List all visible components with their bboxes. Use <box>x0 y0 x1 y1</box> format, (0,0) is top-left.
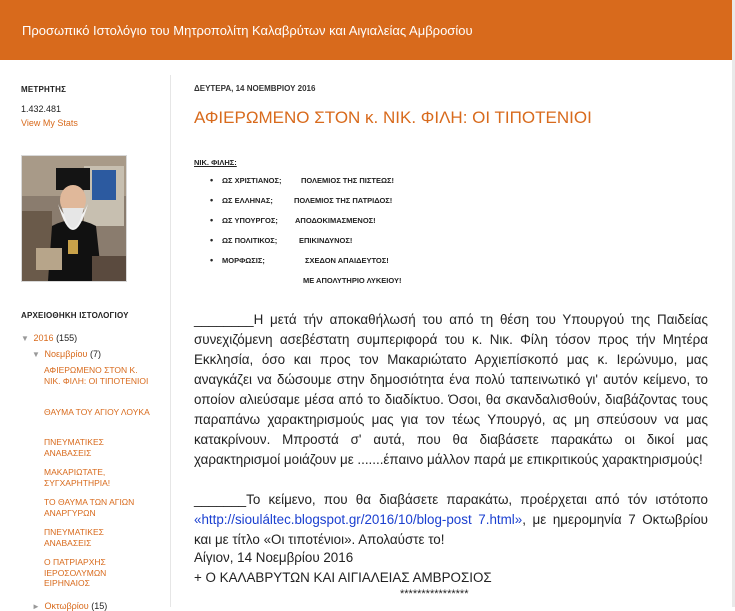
archive-post-link[interactable]: ΠΝΕΥΜΑΤΙΚΕΣ ΑΝΑΒΑΣΕΙΣ <box>44 527 104 548</box>
archive-post-link[interactable]: ΘΑΥΜΑ ΤΟΥ ΑΓΙΟΥ ΛΟΥΚΑ <box>44 407 150 417</box>
post-title[interactable]: ΑΦΙΕΡΩΜΕΝΟ ΣΤΟΝ κ. ΝΙΚ. ΦΙΛΗ: ΟΙ ΤΙΠΟΤΕΝΙΟΙ <box>194 108 592 127</box>
stats-widget-title: ΜΕΤΡΗΤΗΣ <box>21 85 67 94</box>
separator-stars: **************** <box>400 588 469 600</box>
archive-year[interactable] <box>21 333 77 343</box>
post-subheading: ΝΙΚ. ΦΙΛΗΣ: <box>194 158 237 167</box>
archive-post-link[interactable]: ΠΝΕΥΜΑΤΙΚΕΣ ΑΝΑΒΑΣΕΙΣ <box>44 437 104 458</box>
place-date: Αίγιον, 14 Νοεμβρίου 2016 <box>194 550 354 565</box>
archive-widget-title: ΑΡΧΕΙΟΘΗΚΗ ΙΣΤΟΛΟΓΙΟΥ <box>21 311 129 320</box>
archive-year-count: (155) <box>56 333 78 343</box>
post-paragraph: ________Η μετά τήν αποκαθήλωσή του από τη θέση του Υπουργού της Παιδείας συνεχιζόμενη ασεβέστατη συμπεριφορά του κ. Νικ. Φίλη τόσον προς τήν Μητέρα Εκκλησία, όσο και προς τον Μακαριώτατο Αρχιεπίσκοπό μας κ. Ιερώνυμο, μας αναγκάζει να δώσουμε στην δημοσιότητα ένα πολύ ταπεινωτικό γι' αυτόν κείμενο, το οποίον αλιεύσαμε μέσα από το διαδίκτυο. Όσοι, θα σκανδαλισθούν, διαβάζοντας τους παραπάνω χαρακτηρισμούς μας για τον τέως Υπουργό, ας μη σπεύσουν να μας κατακρίνουν. Μπροστά σ' αυτά, που θα διαβάσετε παρακάτω οι δικοί μας χαρακτηρισμοί μοιάζουν με .......έπαινο μάλλον παρά με επικριτικούς χαρακτηρισμούς! <box>194 312 708 467</box>
archive-post-link[interactable]: ΤΟ ΘΑΥΜΑ ΤΩΝ ΑΓΙΩΝ ΑΝΑΡΓΥΡΩΝ <box>44 497 135 518</box>
view-stats-link[interactable]: View My Stats <box>21 118 78 128</box>
blog-header <box>0 0 732 60</box>
post-paragraph-source: _______Το κείμενο, που θα διαβάσετε παρακάτω, προέρχεται από τόν ιστότοπο «http://siouláltec.blogspot.gr/2016/10/blog-post 7.html», με ημερομηνία 7 Οκτωβρίου και με τίτλο «Οι τιποτένιοι». Απολαύστε το! <box>194 492 708 547</box>
blog-title[interactable]: Προσωπικό Ιστολόγιο του Μητροπολίτη Καλαβρύτων και Αιγιαλείας Αμβροσίου <box>22 23 473 38</box>
archive-month[interactable] <box>32 349 101 359</box>
profile-photo-image <box>22 156 126 281</box>
archive-month-count: (7) <box>89 349 101 359</box>
source-link[interactable]: «http://siouláltec.blogspot.gr/2016/10/blog-post 7.html» <box>194 512 523 527</box>
expanded-triangle-icon[interactable]: ▼ <box>32 350 40 359</box>
profile-photo[interactable] <box>21 155 127 282</box>
archive-month-collapsed[interactable] <box>32 601 107 611</box>
signature: + Ο ΚΑΛΑΒΡΥΤΩΝ ΚΑΙ ΑΙΓΙΑΛΕΙΑΣ ΑΜΒΡΟΣΙΟΣ <box>194 570 492 585</box>
archive-post-link[interactable]: ΑΦΙΕΡΩΜΕΝΟ ΣΤΟΝ Κ. ΝΙΚ. ΦΙΛΗ: ΟΙ ΤΙΠΟΤΕΝΙΟΙ <box>44 365 149 386</box>
archive-month-link[interactable]: Οκτωβρίου <box>44 601 89 611</box>
archive-month-link[interactable]: Νοεμβρίου <box>44 349 88 359</box>
sidebar-divider <box>170 75 171 607</box>
collapsed-triangle-icon[interactable]: ► <box>32 602 40 611</box>
archive-month-count: (15) <box>91 601 108 611</box>
archive-year-link[interactable]: 2016 <box>33 333 54 343</box>
stats-count: 1.432.481 <box>21 104 62 114</box>
expanded-triangle-icon[interactable]: ▼ <box>21 334 29 343</box>
archive-post-link[interactable]: ΜΑΚΑΡΙΩΤΑΤΕ, ΣΥΓΧΑΡΗΤΗΡΙΑ! <box>44 467 111 488</box>
archive-post-link[interactable]: Ο ΠΑΤΡΙΑΡΧΗΣ ΙΕΡΟΣΟΛΥΜΩΝ ΕΙΡΗΝΑΙΟΣ <box>44 557 107 588</box>
post-date: ΔΕΥΤΕΡΑ, 14 ΝΟΕΜΒΡΙΟΥ 2016 <box>194 84 316 93</box>
